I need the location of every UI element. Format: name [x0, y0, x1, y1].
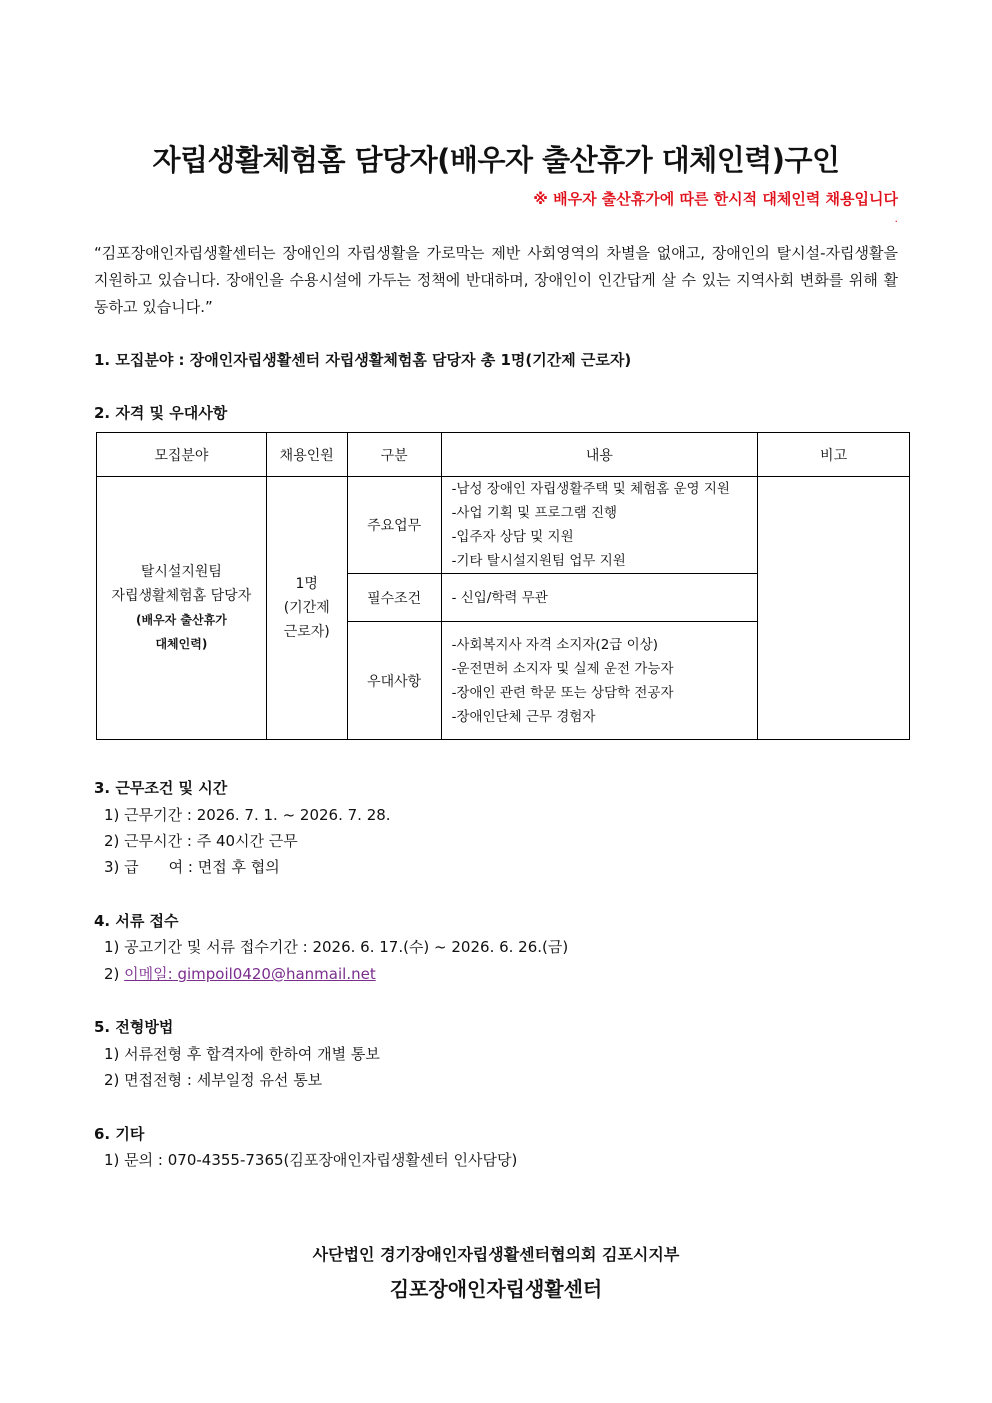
note-cell	[758, 477, 910, 740]
count-number: 1명	[295, 576, 318, 592]
category-cell: 우대사항	[347, 622, 441, 740]
content-item: -기타 탈시설지원팀 업무 지원	[451, 553, 626, 569]
content-item: -남성 장애인 자립생활주택 및 체험홈 운영 지원	[451, 481, 730, 497]
count-type1: (기간제	[283, 600, 330, 616]
section-5-heading: 5. 전형방법	[94, 1018, 174, 1036]
section-4-heading: 4. 서류 접수	[94, 912, 179, 930]
list-item: 1) 문의 : 070-4355-7365(김포장애인자립생활센터 인사담당)	[104, 1151, 518, 1169]
list-item	[104, 963, 376, 984]
header-content: 내용	[441, 433, 758, 477]
section-6-heading: 6. 기타	[94, 1125, 145, 1143]
list-item: 1) 서류전형 후 합격자에 한하여 개별 통보	[104, 1045, 380, 1063]
content-item: -사업 기획 및 프로그램 진행	[451, 505, 618, 521]
header-count: 채용인원	[266, 433, 347, 477]
list-item: 1) 공고기간 및 서류 접수기간 : 2026. 6. 17.(수) ~ 2026. 6. 26.(금)	[104, 938, 569, 956]
field-sub1: (배우자 출산휴가	[135, 613, 227, 627]
content-cell	[441, 622, 758, 740]
footer-organization: 사단법인 경기장애인자립생활센터협의회 김포시지부	[312, 1245, 680, 1264]
section-3-heading: 3. 근무조건 및 시간	[94, 779, 228, 797]
content-cell	[441, 574, 758, 622]
temporary-notice: ※ 배우자 출산휴가에 따른 한시적 대체인력 채용입니다	[533, 190, 898, 208]
email-link[interactable]: gimpoil0420@hanmail.net	[177, 965, 376, 983]
header-note: 비고	[758, 433, 910, 477]
notice-dot: .	[894, 212, 898, 225]
content-item: - 신입/학력 무관	[451, 589, 548, 606]
list-item: 3) 급 여 : 면접 후 협의	[104, 858, 280, 876]
content-item: -입주자 상담 및 지원	[451, 529, 574, 545]
email-prefix: 2)	[104, 965, 125, 983]
intro-paragraph: “김포장애인자립생활센터는 장애인의 자립생활을 가로막는 제반 사회영역의 차별을 없애고, 장애인의 탈시설-자립생활을 지원하고 있습니다. 장애인을 수용시설에 가두는 정책에 반대하며, 장애인이 인간답게 살 수 있는 지역사회 변화를 위해 활동하고 있습니다.”	[94, 244, 898, 316]
section-2-heading: 2. 자격 및 우대사항	[94, 404, 228, 422]
header-field: 모집분야	[97, 433, 267, 477]
field-cell	[97, 477, 267, 740]
list-item: 1) 근무기간 : 2026. 7. 1. ~ 2026. 7. 28.	[104, 806, 391, 824]
content-item: -장애인단체 근무 경험자	[451, 708, 596, 725]
content-item: -운전면허 소지자 및 실제 운전 가능자	[451, 660, 674, 677]
page-title: 자립생활체험홈 담당자(배우자 출산휴가 대체인력)구인	[152, 143, 840, 177]
header-category: 구분	[347, 433, 441, 477]
list-item: 2) 근무시간 : 주 40시간 근무	[104, 832, 298, 850]
list-item: 2) 면접전형 : 세부일정 유선 통보	[104, 1071, 323, 1089]
table-header-row	[97, 433, 910, 477]
field-sub2: 대체인력)	[155, 637, 208, 651]
count-type2: 근로자)	[283, 624, 330, 640]
content-item: -장애인 관련 학문 또는 상담학 전공자	[451, 684, 674, 701]
field-team: 탈시설지원팀	[140, 564, 222, 580]
field-role: 자립생활체험홈 담당자	[111, 588, 252, 604]
table-row	[97, 477, 910, 574]
category-cell: 주요업무	[347, 477, 441, 574]
qualification-table	[96, 432, 910, 740]
content-cell	[441, 477, 758, 574]
content-item: -사회복지사 자격 소지자(2급 이상)	[451, 636, 658, 653]
email-label: 이메일:	[124, 965, 178, 983]
footer-center-name: 김포장애인자립생활센터	[389, 1277, 603, 1301]
section-1-heading: 1. 모집분야 : 장애인자립생활센터 자립생활체험홈 담당자 총 1명(기간제 근로자)	[94, 351, 632, 369]
count-cell	[266, 477, 347, 740]
category-cell: 필수조건	[347, 574, 441, 622]
